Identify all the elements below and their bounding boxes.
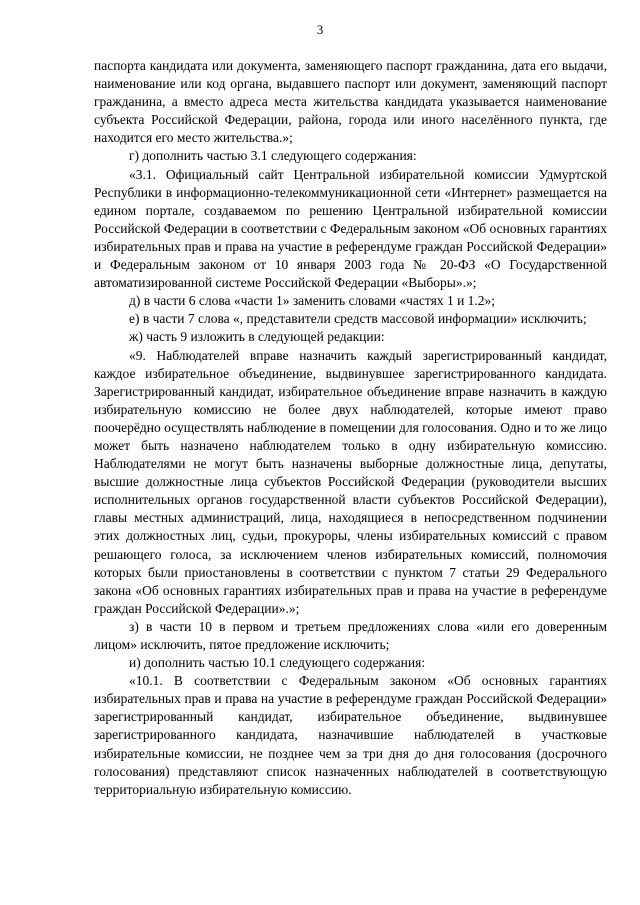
paragraph-item-z: з) в части 10 в первом и третьем предложениях слова «или его доверенным лицом» исключить, пятое предложение исключить;	[94, 618, 607, 652]
paragraph-part-9: «9. Наблюдателей вправе назначить каждый зарегистрированный кандидат, каждое избирательное объединение, выдвинувшее зарегистрированного кандидата. Зарегистрированный кандидат, избирательное объединение вправе назначить в каждую избирательную комиссию не более двух наблюдателей, которые имеют право поочерёдно осуществлять наблюдение в помещении для голосования. Одно и то же лицо может быть назначено наблюдателем только в одну избирательную комиссию. Наблюдателями не могут быть назначены выборные должностные лица, депутаты, высшие должностные лица субъектов Российской Федерации (руководители высших исполнительных органов государственной власти субъектов Российской Федерации), главы местных администраций, лица, находящиеся в непосредственном подчинении этих должностных лиц, судьи, прокуроры, члены избирательных комиссий с правом решающего голоса, за исключением членов избирательных комиссий, полномочия которых были приостановлены в соответствии с пунктом 7 статьи 29 Федерального закона «Об основных гарантиях избирательных прав и права на участие в референдуме граждан Российской Федерации».»;	[94, 347, 607, 616]
paragraph-item-g: г) дополнить частью 3.1 следующего содержания:	[129, 148, 417, 164]
paragraph-item-d: д) в части 6 слова «части 1» заменить словами «частях 1 и 1.2»;	[129, 293, 496, 309]
paragraph-item-zh: ж) часть 9 изложить в следующей редакции:	[129, 329, 385, 345]
document-body	[94, 57, 607, 799]
page-number: 3	[316, 22, 324, 37]
paragraph-part-3-1: «3.1. Официальный сайт Центральной избирательной комиссии Удмуртской Республики в информационно-телекоммуникационной сети «Интернет» размещается на едином портале, создаваемом по решению Центральной избирательной комиссии Российской Федерации в соответствии с Федеральным законом «Об основных гарантиях избирательных прав и права на участие в референдуме граждан Российской Федерации» и Федеральным законом от 10 января 2003 года № 20-ФЗ «О Государственной автоматизированной системе Российской Федерации «Выборы».»;	[94, 166, 607, 291]
paragraph-item-e: е) в части 7 слова «, представители средств массовой информации» исключить;	[129, 311, 587, 327]
paragraph-passport-continuation: паспорта кандидата или документа, заменяющего паспорт гражданина, дата его выдачи, наименование или код органа, выдавшего паспорт или документ, заменяющий паспорт гражданина, а вместо адреса места жительства кандидата указывается наименование субъекта Российской Федерации, района, города или иного населённого пункта, где находится его место жительства.»;	[94, 58, 607, 146]
paragraph-part-10-1: «10.1. В соответствии с Федеральным законом «Об основных гарантиях избирательных прав и права на участие в референдуме граждан Российской Федерации» зарегистрированный кандидат, избирательное объединение, выдвинувшее зарегистрированного кандидата, назначившие наблюдателей в участковые избирательные комиссии, не позднее чем за три дня до дня голосования (досрочного голосования) представляют список назначенных наблюдателей в соответствующую территориальную избирательную комиссию.	[94, 673, 607, 797]
paragraph-item-i: и) дополнить частью 10.1 следующего содержания:	[129, 655, 426, 671]
